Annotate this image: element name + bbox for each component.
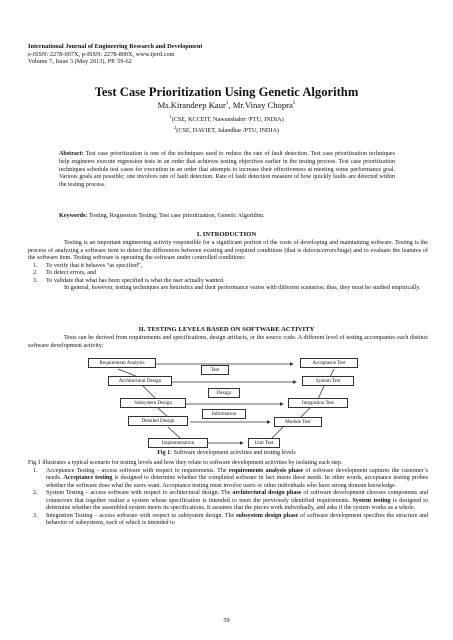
box-test: Test — [201, 365, 229, 375]
box-information: Information — [202, 409, 246, 419]
affiliation-1-text: (CSE, KCCEIT, Nawanshahrr /PTU, INDIA) — [171, 116, 284, 124]
figure-testing-levels — [78, 356, 378, 450]
journal-header — [28, 43, 202, 66]
author-1-sup: 1 — [225, 101, 229, 107]
affiliations — [0, 113, 453, 135]
list-item — [28, 513, 428, 528]
box-detailed-design: Detailed Design — [128, 416, 188, 426]
abstract-label: Abstract: — [59, 151, 84, 157]
list-item — [28, 278, 428, 286]
list-item-text: of software development chooses components and connectors that together realize a system whose specification is intended to meet the previously identified requirements. — [46, 490, 428, 504]
section-2-body — [28, 460, 428, 528]
box-subsystem-design: Subsystem Design — [120, 398, 186, 408]
keywords — [59, 213, 395, 219]
box-requirement-analysis: Requirement Analysis — [88, 358, 156, 368]
section-2-para-1: Tests can be derived from requirements and specifications, design artifacts, or the source code. A different level of testing accompanies each distinct software development activity: — [28, 335, 428, 349]
box-unit-test: Unit Test — [248, 438, 280, 448]
list-item-text: To verify that it behaves “as specified”, — [46, 262, 143, 269]
section-1-body — [28, 240, 428, 293]
journal-name: International Journal of Engineering Research and Development — [28, 43, 203, 50]
box-design: Design — [208, 388, 240, 398]
section-1-para-1: Testing is an important engineering activity responsible for a significant portion of the costs of developing and maintaining software. Testing is the process of analyzing a software item to detect the differences between existing and required conditions (that is defects/errors/bugs) and to evaluate the features of the software item. Testing software is operating the software under controlled conditions: — [28, 240, 428, 261]
page-number: 59 — [223, 617, 230, 624]
affiliation-2 — [0, 124, 453, 135]
section-2-intro — [28, 335, 428, 350]
section-2-heading: II. TESTING LEVELS BASED ON SOFTWARE ACTIVITY — [138, 326, 315, 333]
list-item-bold: System testing — [352, 497, 391, 504]
list-item-number: 3. — [33, 277, 38, 284]
list-item-text: To detect errors, and — [46, 270, 96, 276]
affiliation-2-sup: 2 — [174, 125, 177, 131]
section-2-list — [28, 468, 428, 528]
list-item-text: System Testing – access software with respect to architectural design. The — [46, 490, 233, 496]
list-item-number: 2. — [33, 490, 38, 496]
list-item-text: is designed to determine whether the assembled system meets its specifications. It assumes that the pieces work individually, and asks if the system works as a whole. — [46, 497, 428, 511]
box-integration-test: Integration Test — [288, 398, 348, 408]
list-item — [28, 263, 428, 271]
section-1-list — [28, 263, 428, 286]
list-item-text: is designed to determine whether the completed software in fact meets these needs. In other words, acceptance testing probes whether the software does what the users want. Acceptance testing must involve users or other individuals who have strong domain knowledge. — [46, 475, 428, 489]
list-item — [28, 468, 428, 491]
keywords-label: Keywords: — [59, 213, 88, 219]
list-item — [28, 270, 428, 278]
list-item-bold: architectural design phase — [232, 490, 302, 496]
list-item-number: 1. — [33, 467, 38, 474]
journal-issn: e-ISSN: 2278-067X, p-ISSN: 2278-800X, www.ijerd.com — [28, 50, 175, 58]
list-item-bold: Acceptance testing — [63, 475, 113, 481]
author-2-sup: 2 — [292, 101, 296, 107]
list-item-text: Integration Testing – access software with respect to subsystem design. The — [46, 512, 237, 519]
affiliation-1-sup: 1 — [169, 114, 172, 119]
author-line — [0, 100, 453, 110]
figure-caption-label: Fig 1 — [157, 450, 171, 456]
box-implementation: Implementation — [148, 438, 208, 448]
author-1: Ms.Kirandeep Kaur — [157, 100, 226, 110]
affiliation-2-text: (CSE, DAVIET, Jalandhar /PTU, INDIA) — [176, 127, 279, 135]
list-item-text: of software development specifies the structure and behavior of subsystems, each of which is intended to — [46, 512, 429, 526]
affiliation-1 — [0, 113, 453, 124]
list-item-bold: requirements analysis phase — [228, 467, 304, 474]
list-item-number: 3. — [33, 512, 38, 519]
section-2-para-2: Fig 1 illustrates a typical scenario for testing levels and how they relate to software development activities by isolating each step. — [28, 460, 343, 466]
section-1-para-2: In general, however, testing techniques are heuristics and their performance varies with different scenarios; thus, they must be studied empirically. — [64, 285, 421, 291]
list-item-text: To validate that what has been specified is what the user actually wanted. — [46, 277, 225, 284]
list-item-number: 2. — [33, 270, 38, 276]
section-1-heading: I. INTRODUCTION — [196, 231, 257, 238]
box-architectural-design: Architectural Design — [108, 376, 172, 386]
author-2: , Mr.Vinay Chopra — [228, 100, 293, 110]
list-item-bold: subsystem design phase — [236, 512, 299, 519]
box-module-test: Module Test — [274, 417, 322, 427]
list-item-number: 1. — [33, 262, 38, 269]
figure-caption-text: : Software development activities and testing levels — [170, 450, 296, 456]
list-item-text: Acceptance Testing – access software with respect to requirements. The — [46, 467, 229, 474]
paper-title: Test Case Prioritization Using Genetic Algorithm — [94, 85, 359, 99]
keywords-text: Testing, Regression Testing, Test case prioritization, Genetic Algorithm. — [88, 213, 265, 219]
box-acceptance-test: Acceptance Test — [300, 358, 358, 368]
list-item — [28, 490, 428, 513]
journal-volume: Volume 7, Issue 3 (May 2013), PP. 59-62 — [28, 58, 132, 66]
box-system-test: System Test — [302, 376, 354, 386]
list-item-text: of software development captures the customer’s needs. — [46, 467, 429, 481]
figure-caption — [0, 450, 453, 456]
abstract — [59, 151, 395, 190]
abstract-text: Test case prioritization is one of the techniques used to reduce the rate of fault detection. Test case prioritization techniques help engineers execute regression tests in an order that achieves testing objectives earlier in the testing process. Test case prioritization techniques schedule test cases for execution in an order that attempts to increase their effectiveness at meeting some performance goal. Various goals are possible; one involves rate of fault detection. Rate of fault detection measure of how quickly faults are detected within the testing process. — [59, 151, 396, 189]
